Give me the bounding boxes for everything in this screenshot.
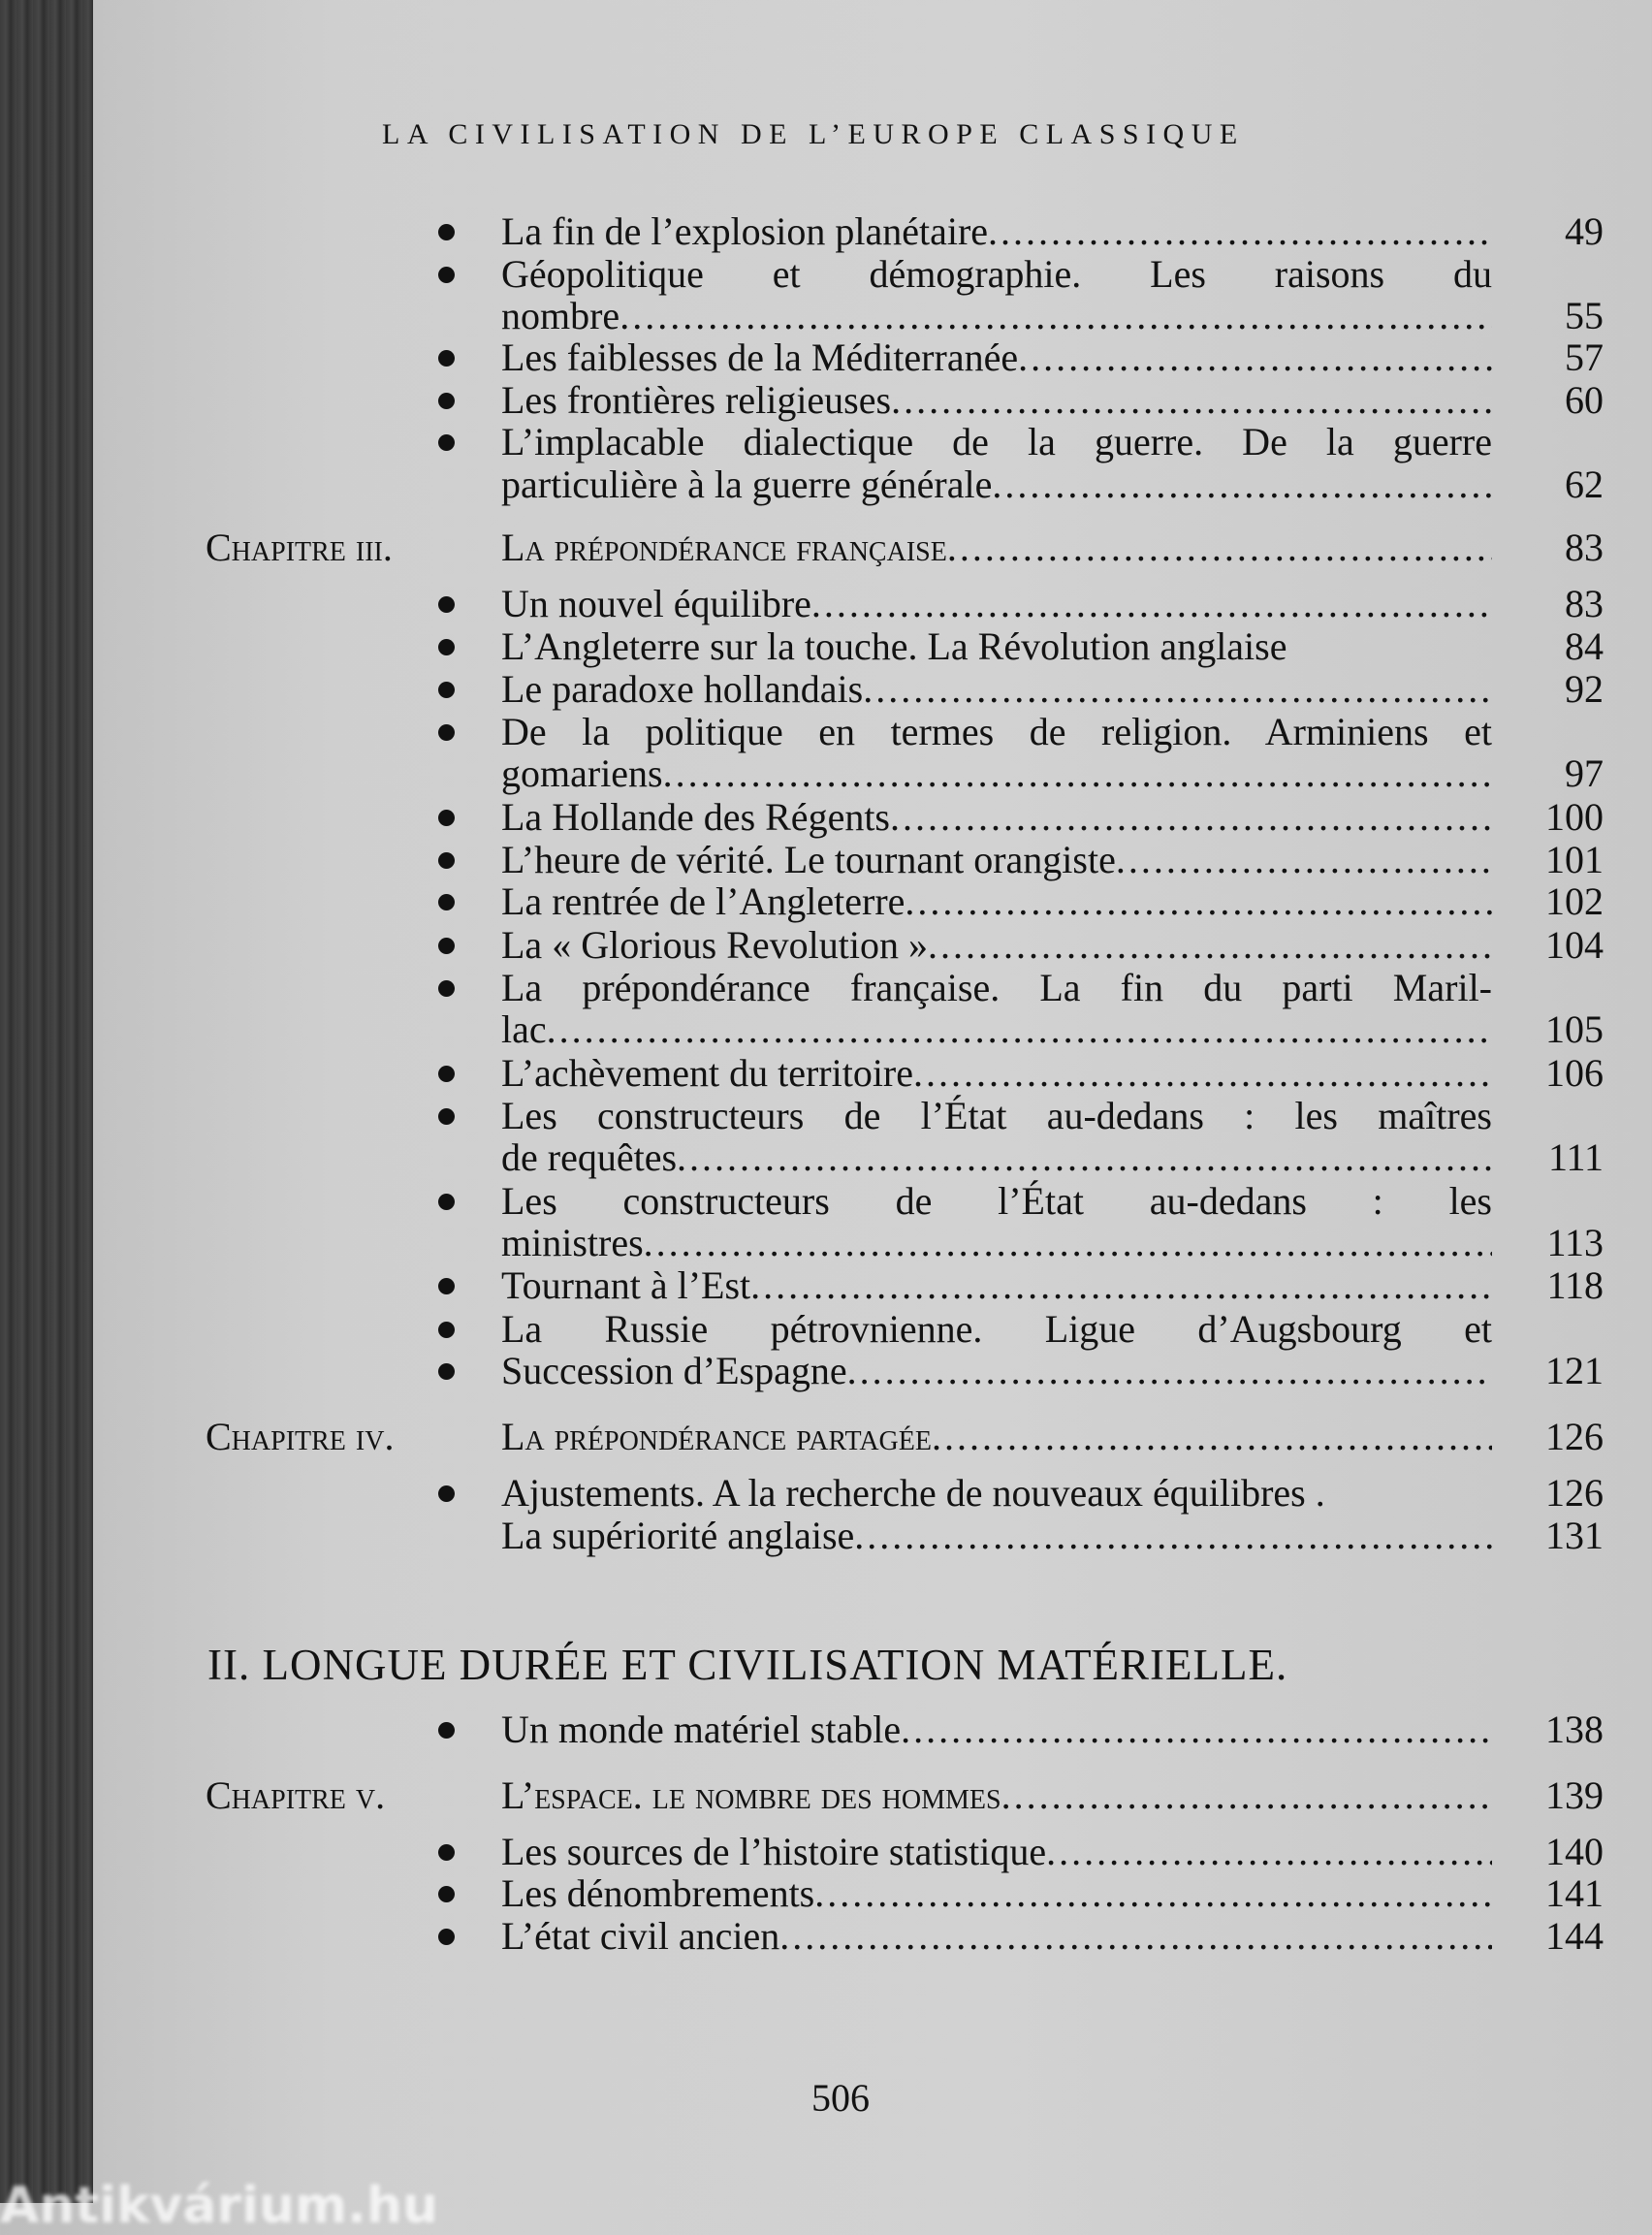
dot-leader [1018, 335, 1492, 380]
toc-entry-line [0, 1871, 1652, 1916]
dot-leader [677, 1135, 1492, 1180]
entry-title: La fin de l’explosion planétaire [501, 209, 989, 254]
entry-title-with-leader [501, 294, 1492, 338]
toc-entry-line [0, 1179, 1652, 1224]
chapter-label: Chapitre v. [206, 1772, 386, 1817]
entry-title: gomariens [501, 751, 663, 796]
page-reference: 121 [1545, 1349, 1604, 1393]
entry-title-with-leader [501, 582, 1492, 626]
entry-title-with-leader [501, 838, 1492, 882]
bullet-icon [438, 639, 455, 655]
entry-title: L’heure de vérité. Le tournant orangiste [501, 837, 1116, 881]
entry-title: La « Glorious Revolution » [501, 923, 928, 968]
entry-title: La prépondérance française [501, 526, 947, 570]
entry-title-with-leader [501, 1263, 1492, 1308]
page-reference: 106 [1545, 1051, 1604, 1096]
entry-title: Un nouvel équilibre [501, 582, 811, 626]
toc-entry-line [0, 795, 1652, 840]
dot-leader [1046, 1830, 1492, 1874]
dot-leader [1116, 838, 1492, 882]
entry-title: Les dénombrements [501, 1871, 815, 1916]
part-title: II. LONGUE DURÉE ET CIVILISATION MATÉRIELLE. [207, 1641, 1288, 1690]
bullet-icon [438, 267, 455, 283]
bullet-icon [438, 810, 455, 826]
entry-title: Géopolitique et démographie. Les raisons du [501, 251, 1492, 296]
page-reference: 57 [1565, 335, 1604, 380]
dot-leader [928, 923, 1492, 968]
entry-title: La prépondérance partagée [501, 1415, 932, 1459]
entry-title: L’implacable dialectique de la guerre. De la guerre [501, 420, 1492, 464]
dot-leader [854, 1514, 1492, 1558]
entry-title-with-leader [501, 463, 1492, 507]
dot-leader [863, 667, 1492, 712]
entry-title-with-leader [501, 526, 1492, 570]
page-reference: 111 [1547, 1134, 1604, 1179]
toc-entry-line [0, 1221, 1652, 1265]
entry-title: Succession d’Espagne [501, 1349, 847, 1393]
dot-leader [547, 1007, 1492, 1052]
toc-entry-line [0, 209, 1652, 254]
entry-title: nombre [501, 294, 620, 338]
dot-leader [905, 879, 1492, 924]
entry-title: Les sources de l’histoire statistique [501, 1829, 1047, 1873]
page-reference: 113 [1546, 1221, 1604, 1265]
entry-title-with-leader [501, 1871, 1492, 1916]
bullet-icon [438, 596, 455, 613]
page-reference: 55 [1565, 294, 1604, 338]
bullet-icon [438, 224, 455, 240]
toc-entry-line [0, 624, 1652, 669]
toc-entry-line [0, 751, 1652, 796]
entry-title-with-leader [501, 923, 1492, 968]
page-reference: 102 [1545, 879, 1604, 924]
entry-title: Le paradoxe hollandais [501, 667, 864, 712]
entry-title: Ajustements. A la recherche de nouveaux équilibres . [501, 1471, 1325, 1516]
entry-title-with-leader [501, 1773, 1492, 1818]
bullet-icon [438, 1722, 455, 1739]
toc-entry-line [0, 1007, 1652, 1052]
chapter-label: Chapitre iv. [206, 1415, 395, 1459]
toc-entry-line [0, 252, 1652, 297]
toc-entry-line [0, 463, 1652, 507]
toc-entry-line [0, 966, 1652, 1010]
bullet-icon [438, 724, 455, 741]
bullet-icon [438, 682, 455, 698]
entry-title: La prépondérance française. La fin du parti Maril- [501, 965, 1492, 1009]
page-reference: 92 [1565, 667, 1604, 712]
entry-title: Un monde matériel stable [501, 1707, 902, 1751]
entry-title: La supériorité anglaise [501, 1513, 855, 1557]
bullet-icon [438, 1066, 455, 1082]
part-heading [0, 1641, 1652, 1690]
page-reference: 104 [1545, 923, 1604, 968]
dot-leader [814, 1871, 1492, 1916]
page-reference: 140 [1545, 1829, 1604, 1873]
chapter-label: Chapitre iii. [206, 526, 393, 570]
dot-leader [847, 1349, 1492, 1393]
entry-title-with-leader [501, 1007, 1492, 1052]
entry-title-with-leader [501, 1514, 1492, 1558]
entry-title: La Russie pétrovnienne. Ligue d’Augsbourg et [501, 1306, 1492, 1351]
toc-entry-line [0, 710, 1652, 754]
entry-title: L’état civil ancien [501, 1913, 780, 1958]
dot-leader [932, 1415, 1492, 1459]
page-reference: 60 [1565, 377, 1604, 422]
toc-entry-line [0, 1051, 1652, 1096]
bullet-icon [438, 1485, 455, 1502]
entry-title-with-leader [501, 795, 1492, 840]
toc-entry-line [0, 667, 1652, 712]
toc-entry-line [0, 378, 1652, 423]
entry-title-with-leader [501, 667, 1492, 712]
dot-leader [988, 209, 1492, 254]
toc-entry-line [0, 1471, 1652, 1516]
toc-entry-line [0, 1708, 1652, 1752]
entry-title-with-leader [501, 1221, 1492, 1265]
bullet-icon [438, 393, 455, 409]
dot-leader [913, 1051, 1492, 1096]
entry-title: Tournant à l’Est [501, 1262, 751, 1307]
watermark: Antikvárium.hu [0, 2177, 438, 2235]
dot-leader [644, 1221, 1492, 1265]
entry-title: de requêtes [501, 1134, 678, 1179]
entry-title-with-leader [501, 879, 1492, 924]
page-reference: 118 [1546, 1262, 1604, 1307]
bullet-icon [438, 938, 455, 954]
toc-entry-line [0, 879, 1652, 924]
entry-title-with-leader [501, 1051, 1492, 1096]
page-reference: 62 [1565, 462, 1604, 506]
dot-leader [901, 1708, 1492, 1752]
toc-entry-line [0, 1349, 1652, 1393]
page-reference: 49 [1565, 209, 1604, 254]
bullet-icon [438, 1886, 455, 1902]
dot-leader [891, 378, 1492, 423]
page-reference: 126 [1545, 1471, 1604, 1516]
entry-title: particulière à la guerre générale [501, 462, 993, 506]
bullet-icon [438, 434, 455, 451]
bullet-icon [438, 1363, 455, 1380]
toc-entry-line [0, 420, 1652, 464]
entry-title: lac [501, 1007, 547, 1052]
entry-title: La Hollande des Régents [501, 795, 890, 840]
dot-leader [750, 1263, 1492, 1308]
page-reference: 139 [1545, 1772, 1604, 1817]
entry-title: Les frontières religieuses [501, 377, 892, 422]
entry-title: Les constructeurs de l’État au-dedans : les [501, 1178, 1492, 1223]
page-reference: 83 [1565, 526, 1604, 570]
entry-title: La rentrée de l’Angleterre [501, 879, 905, 924]
page-reference: 141 [1545, 1871, 1604, 1916]
page-number: 506 [811, 2076, 870, 2120]
page-reference: 126 [1545, 1415, 1604, 1459]
bullet-icon [438, 350, 455, 367]
dot-leader [620, 294, 1492, 338]
dot-leader [663, 751, 1492, 796]
entry-title: De la politique en termes de religion. Arminiens et [501, 709, 1492, 753]
entry-title: L’achèvement du territoire [501, 1051, 913, 1096]
toc-entry-line [0, 582, 1652, 626]
entry-title-with-leader [501, 335, 1492, 380]
toc-entry-line [0, 335, 1652, 380]
page-reference: 131 [1545, 1513, 1604, 1557]
running-header: LA CIVILISATION DE L’EUROPE CLASSIQUE [382, 118, 1245, 150]
entry-title: Les faiblesses de la Méditerranée [501, 335, 1019, 380]
entry-title-with-leader [501, 751, 1492, 796]
entry-title-with-leader [501, 1135, 1492, 1180]
entry-title-with-leader [501, 1349, 1492, 1393]
dot-leader [811, 582, 1492, 626]
entry-title-with-leader [501, 1471, 1492, 1516]
dot-leader [1001, 1773, 1492, 1818]
toc-entry-line [0, 1830, 1652, 1874]
toc-entry-line [0, 1094, 1652, 1138]
toc-entry-line [0, 1514, 1652, 1558]
bullet-icon [438, 1844, 455, 1861]
bullet-icon [438, 1322, 455, 1338]
page-reference: 100 [1545, 795, 1604, 840]
bullet-icon [438, 1194, 455, 1210]
entry-title-with-leader [501, 1914, 1492, 1959]
entry-title-with-leader [501, 1415, 1492, 1459]
toc-entry-line [0, 923, 1652, 968]
toc-entry-line [0, 294, 1652, 338]
entry-title-with-leader [501, 624, 1492, 669]
entry-title: ministres [501, 1221, 644, 1265]
page-reference: 101 [1545, 837, 1604, 881]
bullet-icon [438, 1929, 455, 1945]
bullet-icon [438, 1278, 455, 1294]
page-reference: 144 [1545, 1913, 1604, 1958]
page-reference: 105 [1545, 1007, 1604, 1052]
chapter-row [0, 1773, 1652, 1818]
bullet-icon [438, 980, 455, 997]
page-reference: 83 [1565, 582, 1604, 626]
entry-title-with-leader [501, 378, 1492, 423]
bullet-icon [438, 894, 455, 910]
dot-leader [890, 795, 1492, 840]
toc-entry-line [0, 1914, 1652, 1959]
toc-entry-line [0, 1307, 1652, 1352]
bullet-icon [438, 1108, 455, 1125]
dot-leader [947, 526, 1492, 570]
page-reference: 97 [1565, 751, 1604, 796]
entry-title: L’espace. le nombre des hommes [501, 1772, 1001, 1817]
entry-title: L’Angleterre sur la touche. La Révolution anglaise [501, 623, 1287, 668]
page-reference: 84 [1565, 623, 1604, 668]
entry-title-with-leader [501, 209, 1492, 254]
dot-leader [779, 1914, 1492, 1959]
toc-entry-line [0, 1135, 1652, 1180]
page-reference: 138 [1545, 1707, 1604, 1751]
entry-title-with-leader [501, 1830, 1492, 1874]
toc-entry-line [0, 838, 1652, 882]
entry-title-with-leader [501, 1708, 1492, 1752]
chapter-row [0, 1415, 1652, 1459]
bullet-icon [438, 852, 455, 869]
dot-leader [992, 463, 1492, 507]
toc-entry-line [0, 1263, 1652, 1308]
chapter-row [0, 526, 1652, 570]
entry-title: Les constructeurs de l’État au-dedans : les maîtres [501, 1093, 1492, 1137]
